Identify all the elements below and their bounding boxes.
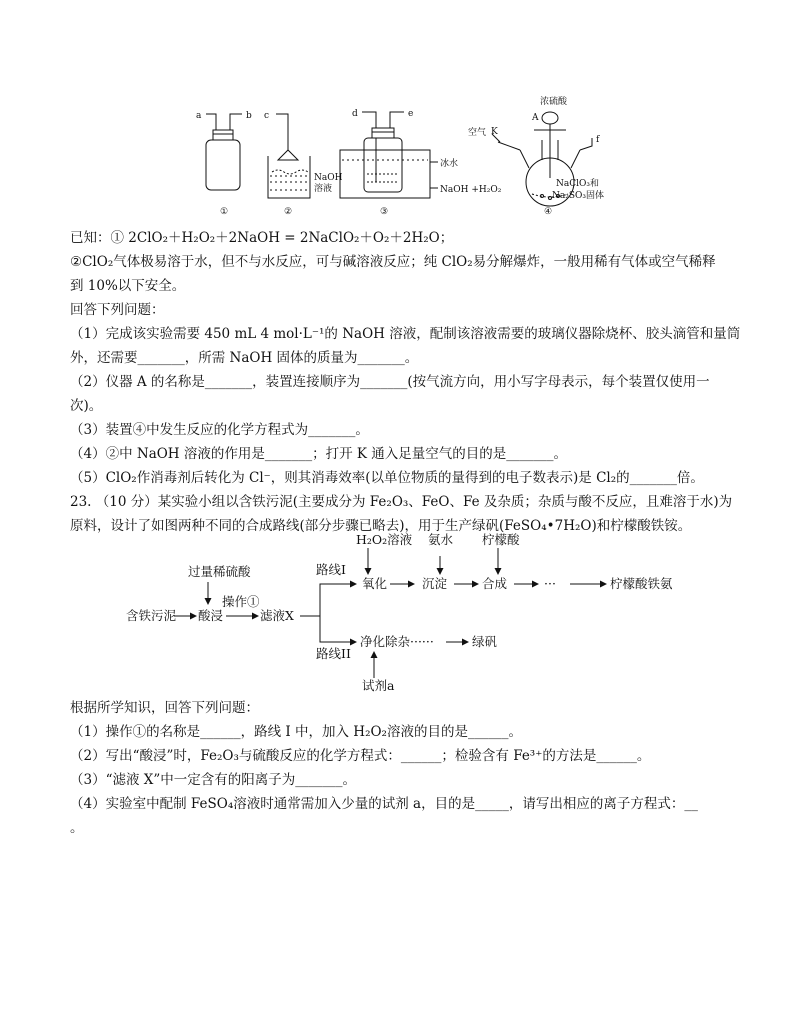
- label-c: c: [264, 111, 270, 121]
- label-e: e: [408, 109, 414, 119]
- flow-precipitate: 沉淀: [422, 576, 448, 591]
- flowchart: [110, 530, 710, 695]
- problem-23b: 原料，设计了如图两种不同的合成路线(部分步骤已略去)，用于生产绿矾(FeSO₄•7H₂O)和柠檬酸铁铵。: [70, 518, 692, 534]
- flow-excess-acid: 过量稀硫酸: [188, 564, 251, 579]
- label-d: d: [352, 109, 358, 119]
- label-naoh-1: NaOH: [314, 173, 343, 183]
- flow-h2o2: H₂O₂溶液: [356, 532, 413, 547]
- flow-leach: 酸浸: [198, 608, 224, 623]
- flow-operation: 操作①: [222, 594, 260, 609]
- flow-sludge: 含铁污泥: [126, 608, 177, 623]
- label-solid-1: NaClO₃和: [556, 179, 599, 189]
- question-2a: （2）仪器 A 的名称是_______，装置连接顺序为_______(按气流方向，用小写字母表示，每个装置仅使用一: [70, 374, 710, 390]
- label-A: A: [532, 113, 539, 123]
- problem-23a: 23. （10 分）某实验小组以含铁污泥(主要成分为 Fe₂O₃、FeO、Fe 及杂质；杂质与酸不反应，且难溶于水)为: [70, 494, 733, 510]
- label-solid-2: Na₂SO₃固体: [552, 191, 605, 201]
- label-a: a: [196, 111, 202, 121]
- flow-reagent: 试剂a: [362, 678, 395, 693]
- caption-2: ②: [284, 207, 293, 217]
- label-K: K: [491, 127, 498, 137]
- question-3: （3）装置④中发生反应的化学方程式为_______。: [70, 422, 369, 438]
- caption-1: ①: [220, 207, 229, 217]
- label-ice-water: 冰水: [440, 159, 459, 169]
- question-1a: （1）完成该实验需要 450 mL 4 mol·L⁻¹的 NaOH 溶液，配制该溶液需要的玻璃仪器除烧杯、胶头滴管和量筒: [70, 326, 741, 342]
- flow-purify: 净化除杂······: [360, 634, 434, 649]
- apparatus-figure: [180, 90, 620, 230]
- flow-oxidation: 氧化: [362, 576, 388, 591]
- label-f: f: [596, 135, 600, 145]
- question-4: （4）②中 NaOH 溶液的作用是_______；打开 K 通入足量空气的目的是_______。: [70, 446, 568, 462]
- flow-product1: 柠檬酸铁氨: [610, 576, 673, 591]
- known-1: 已知：① 2ClO₂＋H₂O₂＋2NaOH = 2NaClO₂＋O₂＋2H₂O；: [70, 230, 454, 246]
- sub-question-2: （2）写出“酸浸”时，Fe₂O₃与硫酸反应的化学方程式：______；检验含有 Fe³⁺的方法是______。: [70, 748, 651, 764]
- label-naoh-h2o2: NaOH +H₂O₂: [440, 185, 502, 195]
- question-5: （5）ClO₂作消毒剂后转化为 Cl⁻，则其消毒效率(以单位物质的量得到的电子数表示)是 Cl₂的_______倍。: [70, 470, 704, 486]
- sub-question-4b: 。: [70, 820, 84, 836]
- known-2b: 到 10%以下安全。: [70, 278, 186, 294]
- flow-synthesis: 合成: [482, 576, 508, 591]
- flow-ammonia: 氨水: [428, 532, 454, 547]
- flow-citric: 柠檬酸: [482, 532, 520, 547]
- known-2a: ②ClO₂气体极易溶于水，但不与水反应，可与碱溶液反应；纯 ClO₂易分解爆炸，一般用稀有气体或空气稀释: [70, 254, 716, 270]
- sub-question-3: （3）“滤液 X”中一定含有的阳离子为_______。: [70, 772, 357, 788]
- question-1b: 外，还需要_______，所需 NaOH 固体的质量为_______。: [70, 350, 419, 366]
- flow-dots: ···: [544, 576, 556, 591]
- wash-bottle-device: [206, 114, 242, 190]
- sub-question-4a: （4）实验室中配制 FeSO₄溶液时通常需加入少量的试剂 a，目的是_____，请写出相应的离子方程式：__: [70, 796, 698, 812]
- arrow-route1: [300, 584, 356, 616]
- label-conc-acid: 浓硫酸: [540, 97, 568, 107]
- flow-product2: 绿矾: [472, 634, 498, 649]
- label-naoh-2: 溶液: [314, 184, 333, 194]
- beaker-funnel-device: [268, 114, 310, 198]
- based-on: 根据所学知识，回答下列问题：: [70, 700, 259, 716]
- caption-3: ③: [380, 207, 389, 217]
- answer-prompt: 回答下列问题：: [70, 302, 165, 318]
- label-b: b: [246, 111, 252, 121]
- sub-question-1: （1）操作①的名称是______，路线 I 中，加入 H₂O₂溶液的目的是______。: [70, 724, 522, 740]
- arrow-route2: [320, 616, 356, 642]
- flow-filtrate: 滤液X: [260, 608, 294, 623]
- flow-route1: 路线I: [316, 562, 346, 577]
- question-2b: 次)。: [70, 398, 103, 414]
- caption-4: ④: [544, 207, 553, 217]
- ice-bath-device: [340, 112, 438, 198]
- flow-route2: 路线II: [316, 646, 351, 661]
- label-air: 空气: [468, 128, 487, 138]
